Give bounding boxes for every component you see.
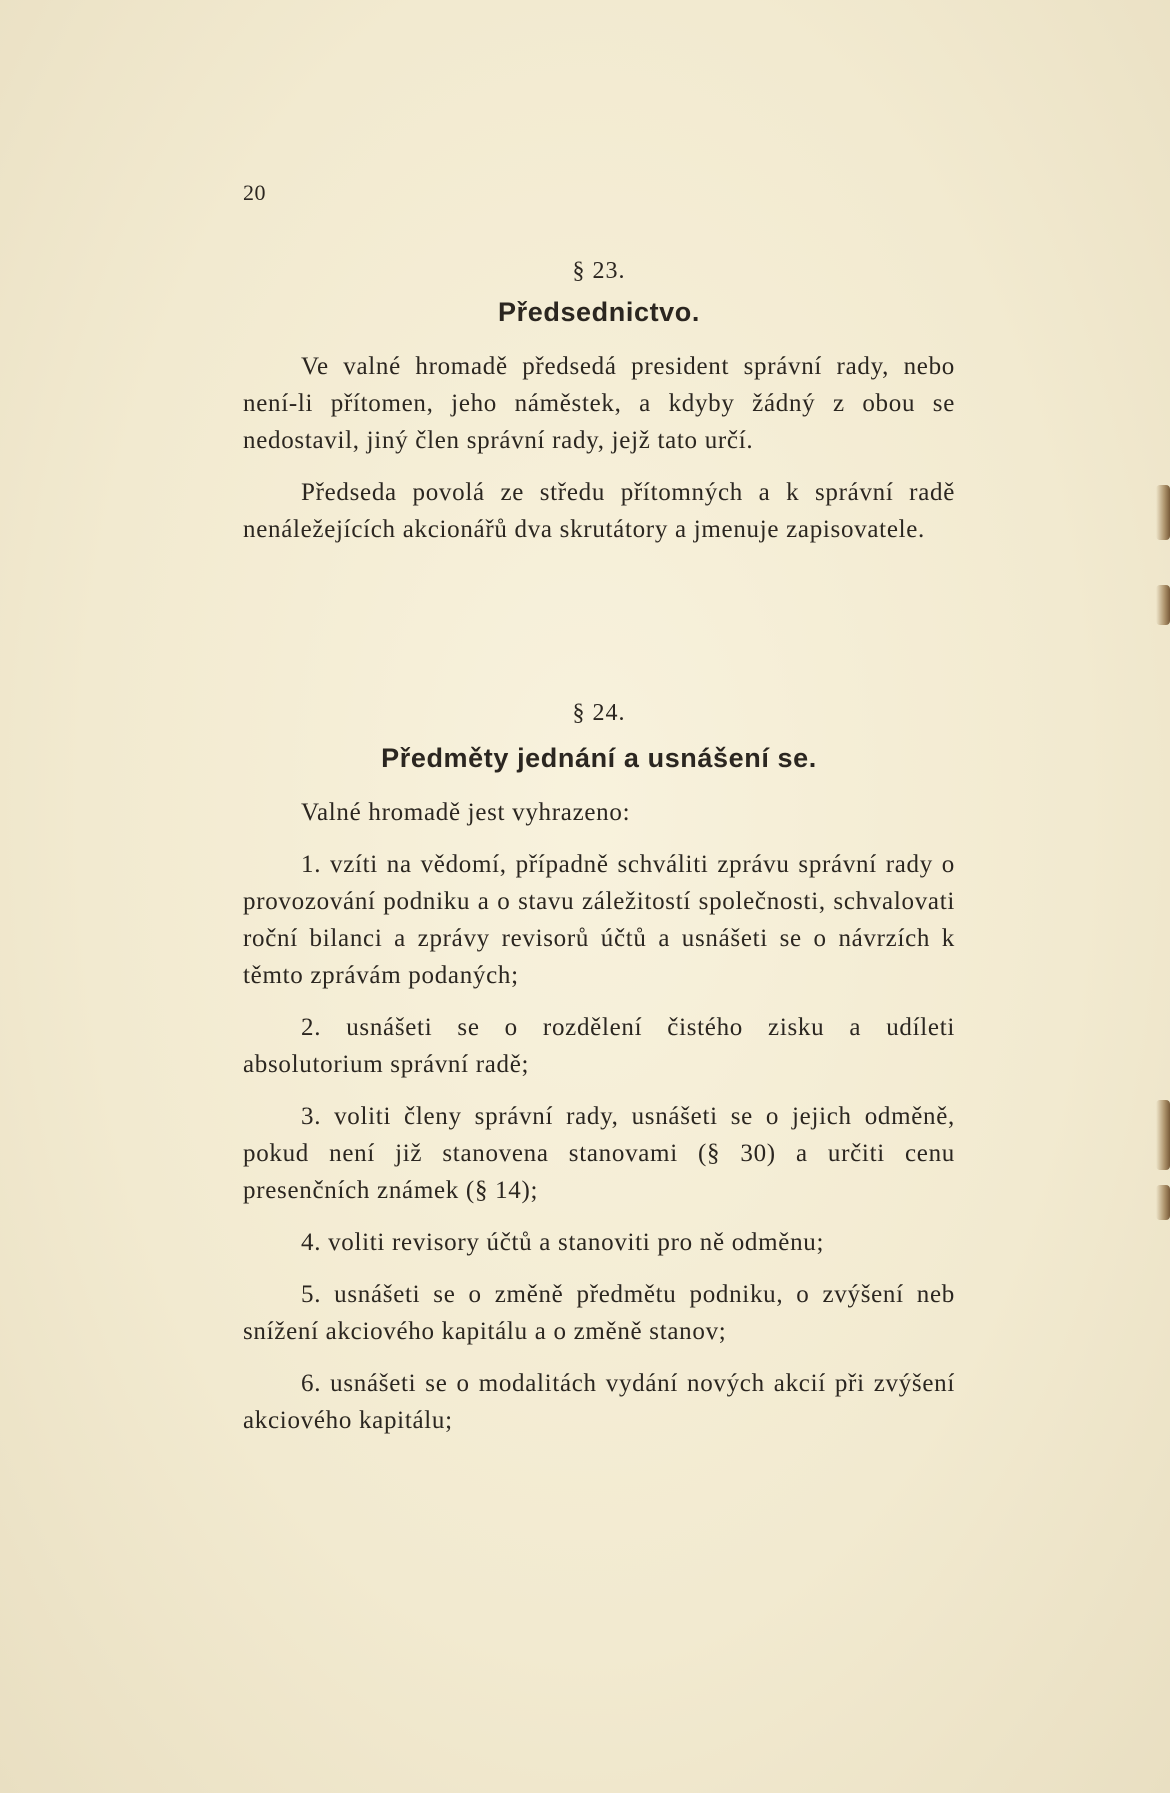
paper-stain	[1156, 585, 1170, 625]
paragraph: Valné hromadě jest vyhrazeno:	[301, 799, 631, 826]
page-number: 20	[243, 180, 266, 205]
list-item: 1. vzíti na vědomí, případně schváliti zprávu správní rady o provozování podniku a o stavu záležitostí společnosti, schvalovati roční bilanci a zprávy revisorů účtů a usnášeti se o návrzích k těmto zprávám podaných;	[243, 851, 955, 989]
paper-stain	[1156, 1185, 1170, 1220]
paragraph: Předseda povolá ze středu přítomných a k správní radě nenáležejících akcionářů dva skrutátory a jmenuje zapisovatele.	[243, 479, 955, 543]
list-item: 5. usnášeti se o změně předmětu podniku, o zvýšení neb snížení akciového kapitálu a o změně stanov;	[243, 1281, 955, 1345]
list-item: 6. usnášeti se o modalitách vydání nových akcií při zvýšení akciového kapitálu;	[243, 1370, 955, 1434]
section-body	[243, 348, 955, 548]
section-23	[243, 258, 955, 548]
section-mark: § 23.	[572, 258, 626, 284]
section-title: Předsednictvo.	[498, 297, 700, 327]
list-item: 2. usnášeti se o rozdělení čistého zisku a udíleti absolutorium správní radě;	[243, 1014, 955, 1078]
section-body	[243, 794, 955, 1439]
section-title: Předměty jednání a usnášení se.	[381, 743, 817, 773]
section-mark: § 24.	[572, 700, 626, 726]
paper-stain	[1156, 1100, 1170, 1170]
paper-stain	[1156, 485, 1170, 540]
list-item: 4. voliti revisory účtů a stanoviti pro ně odměnu;	[301, 1229, 825, 1256]
paragraph: Ve valné hromadě předsedá president správní rady, nebo není-li přítomen, jeho náměstek, a kdyby žádný z obou se nedostavil, jiný člen správní rady, jejž tato určí.	[243, 353, 955, 454]
section-24	[243, 700, 955, 1439]
list-item: 3. voliti členy správní rady, usnášeti se o jejich odměně, pokud není již stanovena stanovami (§ 30) a určiti cenu presenčních známek (§ 14);	[243, 1103, 955, 1204]
